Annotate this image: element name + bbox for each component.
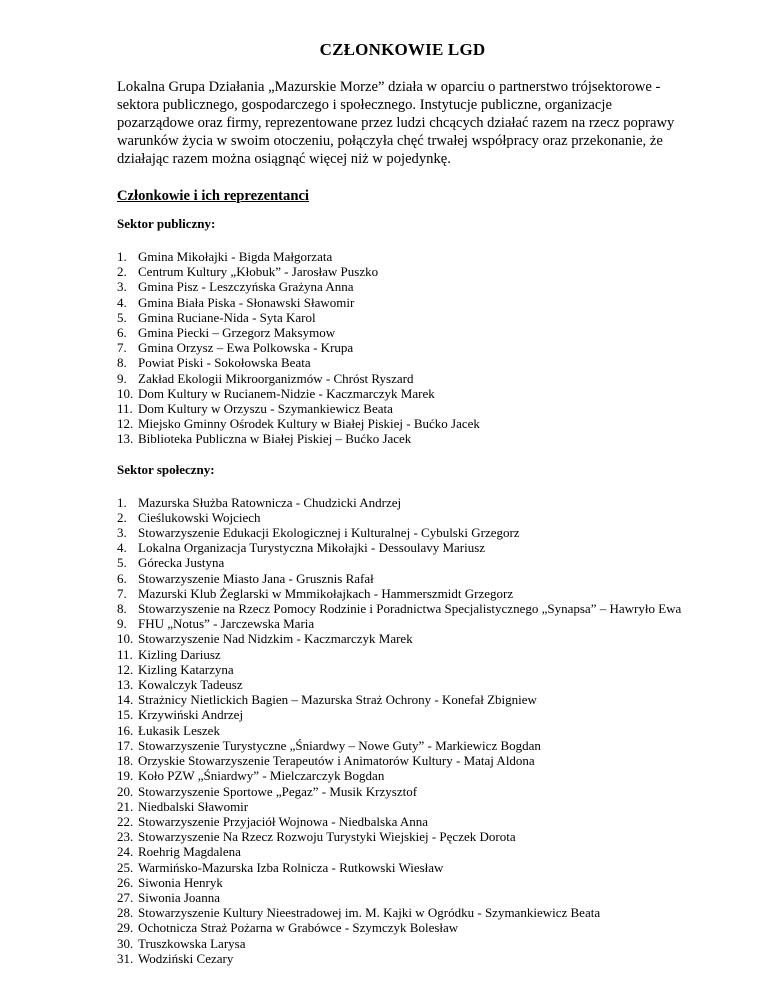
list-item-number: 23. (117, 829, 134, 845)
list-item-text: Gmina Ruciane-Nida - Syta Karol (138, 309, 316, 325)
public-sector-heading: Sektor publiczny: (117, 216, 216, 231)
list-item (117, 707, 688, 722)
list-item-number: 21. (117, 798, 134, 814)
list-item (117, 784, 688, 799)
list-item-number: 13. (117, 677, 134, 693)
list-item-text: Ochotnicza Straż Pożarna w Grabówce - Szymczyk Bolesław (138, 920, 459, 936)
list-item-number: 9. (117, 616, 127, 632)
list-item (117, 753, 688, 768)
list-item-text: FHU „Notus” - Jarczewska Maria (138, 616, 315, 632)
list-item-number: 30. (117, 935, 134, 951)
list-item (117, 829, 688, 844)
list-item (117, 555, 688, 570)
list-item (117, 310, 688, 325)
list-item-number: 1. (117, 249, 127, 264)
list-item-text: Siwonia Joanna (138, 889, 220, 905)
list-item-number: 7. (117, 340, 127, 356)
list-item-number: 11. (117, 646, 133, 662)
list-item-number: 1. (117, 494, 127, 510)
list-item-text: Mazurski Klub Żeglarski w Mmmikołajkach - Hammerszmidt Grzegorz (138, 585, 514, 601)
list-item (117, 723, 688, 738)
list-item (117, 510, 688, 525)
list-item-text: Kizling Katarzyna (138, 661, 234, 677)
list-item-number: 6. (117, 570, 127, 586)
section-heading: Członkowie i ich reprezentanci (117, 188, 309, 204)
list-item-text: Stowarzyszenie Przyjaciół Wojnowa - Niedbalska Anna (138, 813, 429, 829)
list-item-number: 3. (117, 279, 127, 295)
list-item-number: 3. (117, 525, 127, 541)
list-item-text: Powiat Piski - Sokołowska Beata (138, 355, 311, 371)
list-item-text: Łukasik Leszek (138, 722, 220, 738)
list-item (117, 662, 688, 677)
list-item-text: Koło PZW „Śniardwy” - Mielczarczyk Bogdan (138, 768, 385, 784)
list-item-number: 26. (117, 874, 134, 890)
list-item-text: Niedbalski Sławomir (138, 798, 249, 814)
list-item (117, 844, 688, 859)
list-item-text: Stowarzyszenie Edukacji Ekologicznej i Kulturalnej - Cybulski Grzegorz (138, 525, 520, 541)
list-item-number: 22. (117, 813, 134, 829)
list-item-number: 19. (117, 768, 134, 784)
list-item-text: Gmina Mikołajki - Bigda Małgorzata (138, 249, 333, 264)
list-item-text: Warmińsko-Mazurska Izba Rolnicza - Rutkowski Wiesław (138, 859, 444, 875)
list-item (117, 875, 688, 890)
list-item-text: Zakład Ekologii Mikroorganizmów - Chróst Ryszard (138, 370, 414, 386)
list-item-number: 2. (117, 509, 127, 525)
list-item-number: 2. (117, 264, 127, 280)
list-item-number: 18. (117, 753, 134, 769)
list-item-text: Gmina Orzysz – Ewa Polkowska - Krupa (138, 340, 354, 356)
list-item-number: 12. (117, 416, 134, 432)
list-item (117, 525, 688, 540)
list-item-number: 10. (117, 385, 134, 401)
list-item (117, 738, 688, 753)
list-item (117, 799, 688, 814)
list-item-number: 6. (117, 325, 127, 341)
list-item-text: Roehrig Magdalena (138, 844, 241, 860)
public-sector-list (117, 249, 688, 447)
list-item-number: 25. (117, 859, 134, 875)
list-item-text: Mazurska Służba Ratownicza - Chudzicki Andrzej (138, 494, 402, 510)
list-item-text: Stowarzyszenie Nad Nidzkim - Kaczmarczyk Marek (138, 631, 413, 647)
list-item (117, 692, 688, 707)
list-item-text: Dom Kultury w Orzyszu - Szymankiewicz Beata (138, 401, 393, 417)
list-item-text: Biblioteka Publiczna w Białej Piskiej – Bućko Jacek (138, 431, 412, 447)
list-item-number: 12. (117, 661, 134, 677)
list-item-text: Stowarzyszenie Sportowe „Pegaz” - Musik Krzysztof (138, 783, 418, 799)
list-item-number: 8. (117, 355, 127, 371)
list-item-text: Krzywiński Andrzej (138, 707, 244, 723)
list-item-number: 28. (117, 905, 134, 921)
list-item (117, 601, 688, 616)
list-item-text: Stowarzyszenie na Rzecz Pomocy Rodzinie i Poradnictwa Specjalistycznego „Synapsa” – Hawryło Ewa (138, 601, 682, 617)
list-item-number: 4. (117, 540, 127, 556)
list-item-text: Strażnicy Nietlickich Bagien – Mazurska Straż Ochrony - Konefał Zbigniew (138, 692, 537, 708)
list-item (117, 386, 688, 401)
page-title: CZŁONKOWIE LGD (319, 40, 486, 59)
list-item-number: 29. (117, 920, 134, 936)
list-item-text: Kizling Dariusz (138, 646, 221, 662)
list-item-number: 11. (117, 401, 133, 417)
list-item-number: 14. (117, 692, 134, 708)
list-item (117, 325, 688, 340)
list-item (117, 677, 688, 692)
list-item-number: 7. (117, 585, 127, 601)
list-item (117, 416, 688, 431)
list-item-number: 9. (117, 370, 127, 386)
list-item (117, 951, 688, 966)
list-item-text: Miejsko Gminny Ośrodek Kultury w Białej Piskiej - Bućko Jacek (138, 416, 480, 432)
list-item-text: Centrum Kultury „Kłobuk” - Jarosław Puszko (138, 264, 379, 280)
list-item-number: 10. (117, 631, 134, 647)
list-item-number: 15. (117, 707, 134, 723)
list-item (117, 540, 688, 555)
list-item (117, 920, 688, 935)
list-item-text: Gmina Pisz - Leszczyńska Grażyna Anna (138, 279, 354, 295)
list-item (117, 936, 688, 951)
list-item (117, 401, 688, 416)
list-item (117, 860, 688, 875)
list-item-text: Cieślukowski Wojciech (138, 509, 261, 525)
list-item-number: 24. (117, 844, 134, 860)
list-item-text: Dom Kultury w Rucianem-Nidzie - Kaczmarczyk Marek (138, 385, 435, 401)
list-item-number: 16. (117, 722, 134, 738)
list-item-text: Gmina Biała Piska - Słonawski Sławomir (138, 294, 355, 310)
list-item (117, 814, 688, 829)
list-item (117, 431, 688, 446)
list-item (117, 355, 688, 370)
list-item-text: Stowarzyszenie Turystyczne „Śniardwy – Nowe Guty” - Markiewicz Bogdan (138, 737, 541, 753)
list-item-text: Gmina Piecki – Grzegorz Maksymow (138, 325, 336, 341)
list-item (117, 586, 688, 601)
social-sector-heading: Sektor społeczny: (117, 461, 215, 477)
list-item-number: 5. (117, 309, 127, 325)
list-item (117, 249, 688, 264)
list-item-text: Truszkowska Larysa (138, 935, 246, 951)
list-item-text: Orzyskie Stowarzyszenie Terapeutów i Animatorów Kultury - Mataj Aldona (138, 753, 535, 769)
list-item-text: Siwonia Henryk (138, 874, 223, 890)
list-item (117, 768, 688, 783)
list-item-number: 4. (117, 294, 127, 310)
list-item-text: Wodziński Cezary (138, 950, 234, 966)
list-item-number: 27. (117, 889, 134, 905)
list-item-number: 8. (117, 601, 127, 617)
list-item (117, 279, 688, 294)
list-item-text: Stowarzyszenie Kultury Nieestradowej im. M. Kajki w Ogródku - Szymankiewicz Beata (138, 905, 601, 921)
list-item-text: Stowarzyszenie Miasto Jana - Grusznis Rafał (138, 570, 374, 586)
list-item (117, 295, 688, 310)
list-item (117, 264, 688, 279)
list-item-text: Lokalna Organizacja Turystyczna Mikołajki - Dessoulavy Mariusz (138, 540, 486, 556)
list-item-number: 17. (117, 737, 134, 753)
list-item (117, 571, 688, 586)
list-item-text: Stowarzyszenie Na Rzecz Rozwoju Turystyki Wiejskiej - Pęczek Dorota (138, 829, 516, 845)
social-sector-list (117, 495, 688, 966)
list-item (117, 371, 688, 386)
list-item-text: Kowalczyk Tadeusz (138, 677, 243, 693)
list-item-number: 20. (117, 783, 134, 799)
list-item (117, 890, 688, 905)
list-item (117, 631, 688, 646)
list-item-number: 5. (117, 555, 127, 571)
list-item-text: Górecka Justyna (138, 555, 225, 571)
list-item (117, 340, 688, 355)
list-item (117, 905, 688, 920)
list-item-number: 31. (117, 950, 134, 966)
list-item (117, 616, 688, 631)
list-item (117, 495, 688, 510)
list-item (117, 647, 688, 662)
intro-paragraph: Lokalna Grupa Działania „Mazurskie Morze” działa w oparciu o partnerstwo trójsektorowe - sektora publicznego, gospodarczego i społecznego. Instytucje publiczne, organizacje pozarządowe oraz firmy, reprezentowane przez ludzi chcących działać razem na rzecz poprawy warunków życia w swoim otoczeniu, połączyła chęć trwałej współpracy oraz przekonanie, że działając razem można osiągnąć więcej niż w pojedynkę. (117, 79, 675, 167)
list-item-number: 13. (117, 431, 134, 447)
